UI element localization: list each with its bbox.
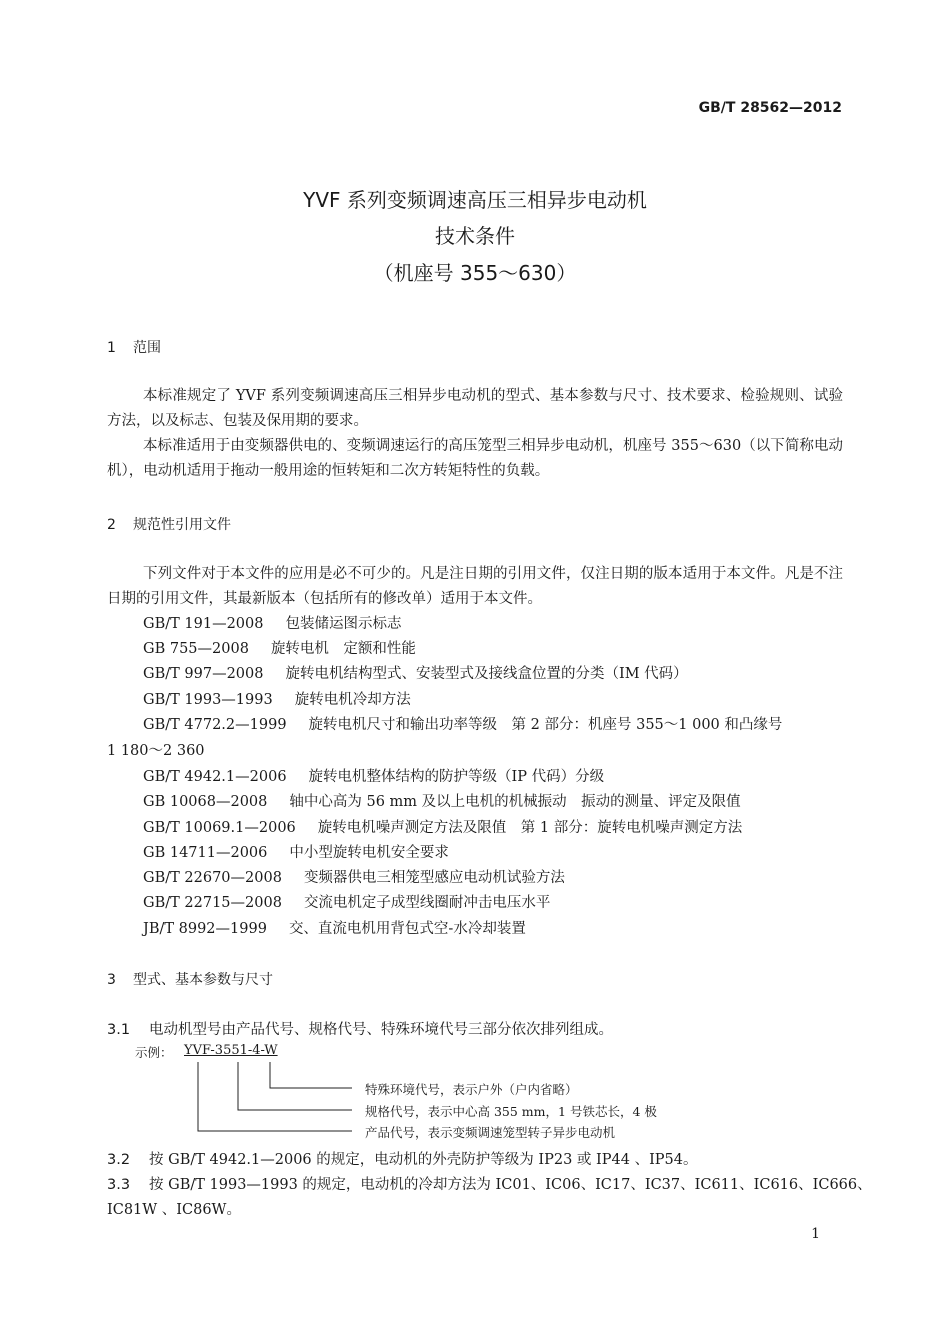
reference-title: 包装储运图示标志 <box>285 616 402 632</box>
reference-code: GB/T 22670—2008 <box>143 870 282 886</box>
doc-subtitle: 技术条件 <box>435 224 515 248</box>
section-number: 2 <box>107 517 116 533</box>
example-model-code: YVF-3551-4-W <box>184 1043 278 1058</box>
reference-title: 旋转电机整体结构的防护等级（IP 代码）分级 <box>308 769 605 785</box>
clause-3-3 <box>107 1173 872 1194</box>
example-label: 示例： <box>135 1045 173 1060</box>
normative-intro: 下列文件对于本文件的应用是必不可少的。凡是注日期的引用文件，仅注日期的版本适用于本文件。凡是不注日期的引用文件，其最新版本（包括所有的修改单）适用于本文件。 <box>107 566 843 607</box>
section-title: 规范性引用文件 <box>133 517 231 533</box>
reference-title: 交流电机定子成型线圈耐冲击电压水平 <box>303 895 551 911</box>
reference-title: 旋转电机 定额和性能 <box>270 641 416 657</box>
section-title: 型式、基本参数与尺寸 <box>133 972 273 988</box>
reference-code: GB/T 4942.1—2006 <box>143 769 287 785</box>
clause-number: 3.2 <box>107 1152 131 1168</box>
callout-line-spec <box>238 1062 352 1110</box>
reference-code: GB/T 1993—1993 <box>143 692 273 708</box>
reference-title: 轴中心高为 56 mm 及以上电机的机械振动 振动的测量、评定及限值 <box>289 794 741 810</box>
reference-code: GB 10068—2008 <box>143 794 268 810</box>
reference-code: GB 14711—2006 <box>143 845 268 861</box>
callout-product-code: 产品代号，表示变频调速笼型转子异步电动机 <box>365 1125 616 1140</box>
reference-code: JB/T 8992—1999 <box>143 921 267 937</box>
reference-title: 交、直流电机用背包式空-水冷却装置 <box>288 921 526 937</box>
reference-continuation: 1 180～2 360 <box>107 743 205 759</box>
reference-title: 旋转电机结构型式、安装型式及接线盒位置的分类（IM 代码） <box>285 666 688 682</box>
reference-title: 变频器供电三相笼型感应电动机试验方法 <box>303 870 565 886</box>
clause-text: 按 GB/T 4942.1—2006 的规定，电动机的外壳防护等级为 IP23 或 IP44 、IP54。 <box>149 1152 698 1168</box>
reference-code: GB/T 191—2008 <box>143 616 264 632</box>
standard-number: GB/T 28562—2012 <box>698 100 842 116</box>
page-number: 1 <box>811 1226 820 1242</box>
reference-title: 旋转电机尺寸和输出功率等级 第 2 部分：机座号 355～1 000 和凸缘号 <box>308 717 783 733</box>
section-title: 范围 <box>133 340 161 356</box>
scope-paragraph-1: 本标准规定了 YVF 系列变频调速高压三相异步电动机的型式、基本参数与尺寸、技术要求、检验规则、试验方法，以及标志、包装及保用期的要求。 <box>107 388 843 429</box>
clause-3-3-continuation: IC81W 、IC86W。 <box>107 1202 241 1218</box>
reference-code: GB/T 997—2008 <box>143 666 264 682</box>
callout-line-environment <box>270 1062 352 1088</box>
scope-paragraph-2: 本标准适用于由变频器供电的、变频调速运行的高压笼型三相异步电动机，机座号 355～630（以下简称电动机），电动机适用于拖动一般用途的恒转矩和二次方转矩特性的负载。 <box>107 438 843 479</box>
callout-spec-code: 规格代号，表示中心高 355 mm，1 号铁芯长，4 极 <box>365 1104 657 1119</box>
reference-title: 旋转电机噪声测定方法及限值 第 1 部分：旋转电机噪声测定方法 <box>317 820 743 836</box>
doc-frame-range: （机座号 355～630） <box>373 261 577 285</box>
reference-code: GB/T 22715—2008 <box>143 895 282 911</box>
clause-number: 3.1 <box>107 1022 131 1038</box>
clause-text: 电动机型号由产品代号、规格代号、特殊环境代号三部分依次排列组成。 <box>149 1022 613 1038</box>
section-number: 3 <box>107 972 116 988</box>
reference-code: GB/T 10069.1—2006 <box>143 820 296 836</box>
clause-3-2 <box>107 1148 698 1169</box>
reference-title: 中小型旋转电机安全要求 <box>289 845 449 861</box>
reference-code: GB 755—2008 <box>143 641 249 657</box>
section-number: 1 <box>107 340 116 356</box>
doc-title: YVF 系列变频调速高压三相异步电动机 <box>303 188 647 212</box>
reference-code: GB/T 4772.2—1999 <box>143 717 287 733</box>
clause-text: 按 GB/T 1993—1993 的规定，电动机的冷却方法为 IC01、IC06、IC17、IC37、IC611、IC616、IC666、 <box>149 1177 872 1193</box>
reference-title: 旋转电机冷却方法 <box>294 692 411 708</box>
clause-number: 3.3 <box>107 1177 131 1193</box>
callout-environment-code: 特殊环境代号，表示户外（户内省略） <box>365 1082 578 1097</box>
callout-line-product <box>198 1062 352 1131</box>
